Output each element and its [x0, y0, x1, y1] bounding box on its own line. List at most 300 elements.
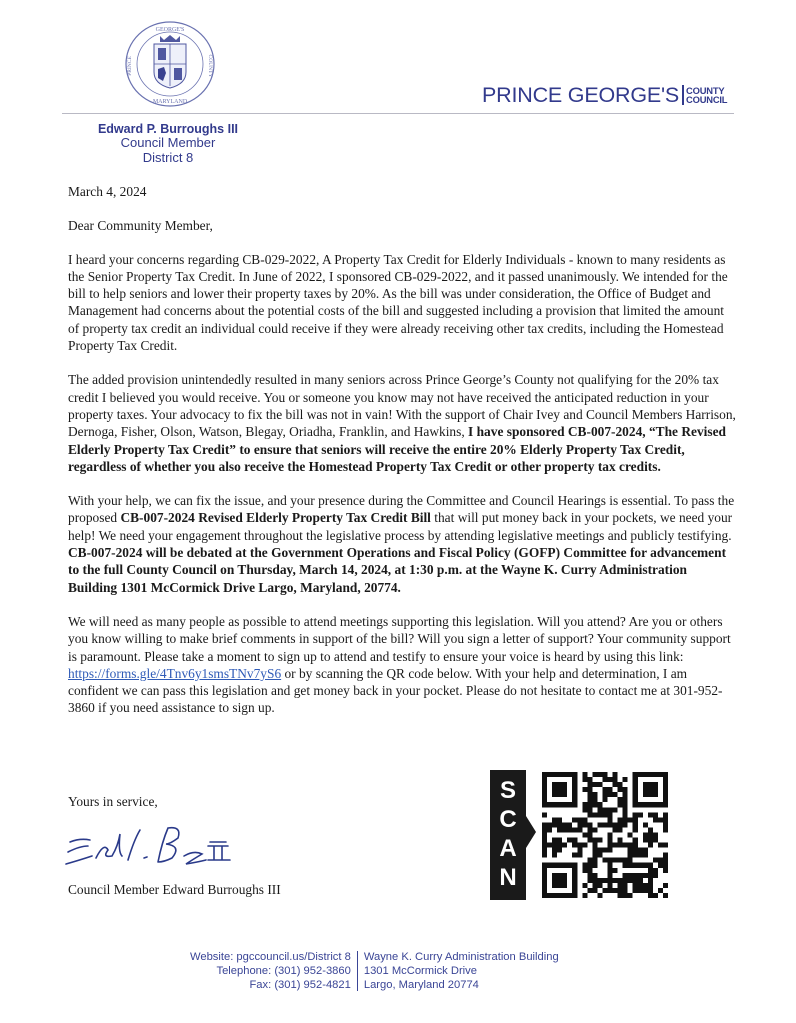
- qr-finder-inner: [552, 782, 567, 797]
- qr-module: [602, 858, 607, 863]
- qr-module: [658, 888, 663, 893]
- qr-module: [572, 838, 577, 843]
- qr-scan-block[interactable]: [490, 770, 680, 900]
- paragraph-3: [68, 492, 738, 596]
- qr-module: [587, 787, 592, 792]
- qr-module: [613, 827, 618, 832]
- qr-module: [582, 893, 587, 898]
- member-block: [58, 122, 278, 165]
- qr-module: [648, 863, 653, 868]
- qr-module: [542, 822, 547, 827]
- qr-module: [613, 868, 618, 873]
- scan-letter: A: [499, 835, 517, 862]
- letter-date: March 4, 2024: [68, 184, 147, 199]
- qr-module: [663, 863, 668, 868]
- qr-module: [633, 817, 638, 822]
- qr-module: [587, 868, 592, 873]
- qr-module: [552, 843, 557, 848]
- qr-module: [623, 888, 628, 893]
- qr-module: [648, 832, 653, 837]
- qr-module: [592, 792, 597, 797]
- qr-module: [587, 812, 592, 817]
- signer-name: Council Member Edward Burroughs III: [68, 882, 281, 897]
- qr-module: [582, 787, 587, 792]
- qr-module: [663, 893, 668, 898]
- qr-module: [618, 838, 623, 843]
- qr-module: [592, 858, 597, 863]
- qr-module: [623, 873, 628, 878]
- qr-module: [623, 822, 628, 827]
- qr-module: [608, 873, 613, 878]
- qr-module: [613, 807, 618, 812]
- qr-module: [643, 883, 648, 888]
- qr-module: [567, 827, 572, 832]
- qr-module: [608, 848, 613, 853]
- qr-module: [582, 822, 587, 827]
- qr-module: [628, 848, 633, 853]
- qr-finder-inner: [552, 873, 567, 888]
- qr-module: [613, 888, 618, 893]
- scan-letter: S: [499, 777, 516, 804]
- qr-module: [628, 832, 633, 837]
- qr-module: [608, 863, 613, 868]
- qr-module: [613, 772, 618, 777]
- qr-module: [618, 787, 623, 792]
- qr-module: [602, 878, 607, 883]
- qr-module: [592, 802, 597, 807]
- qr-module: [613, 822, 618, 827]
- qr-module: [618, 883, 623, 888]
- qr-module: [643, 848, 648, 853]
- qr-module: [542, 827, 547, 832]
- qr-module: [552, 853, 557, 858]
- qr-module: [623, 802, 628, 807]
- qr-module: [608, 832, 613, 837]
- qr-module: [552, 848, 557, 853]
- seal-text-top: GEORGE'S: [155, 27, 185, 33]
- qr-module: [633, 863, 638, 868]
- qr-module: [552, 822, 557, 827]
- qr-module: [577, 817, 582, 822]
- qr-module: [638, 853, 643, 858]
- paragraph-3-bold-a: CB-007-2024 Revised Elderly Property Tax Credit Bill: [120, 510, 431, 526]
- letter-body: [68, 183, 738, 734]
- qr-module: [663, 868, 668, 873]
- qr-module: [547, 822, 552, 827]
- letter-salutation: Dear Community Member,: [68, 218, 213, 234]
- qr-module: [613, 843, 618, 848]
- brand-sub-county: COUNTY: [686, 85, 725, 96]
- qr-module: [542, 843, 547, 848]
- qr-module: [597, 838, 602, 843]
- qr-module: [557, 843, 562, 848]
- qr-module: [628, 878, 633, 883]
- qr-module: [633, 838, 638, 843]
- qr-module: [542, 812, 547, 817]
- qr-module: [572, 853, 577, 858]
- qr-module: [653, 893, 658, 898]
- qr-module: [597, 802, 602, 807]
- qr-module: [597, 878, 602, 883]
- qr-module: [582, 817, 587, 822]
- qr-module: [592, 772, 597, 777]
- paragraph-3-text-b: that will put money back in your pockets, we need your help! We need your engagement throughout the legislative process by attending legislative meetings and publicly testifying.: [68, 510, 733, 543]
- qr-module: [582, 868, 587, 873]
- qr-module: [587, 838, 592, 843]
- qr-module: [602, 812, 607, 817]
- qr-module: [608, 878, 613, 883]
- qr-module: [577, 827, 582, 832]
- qr-module: [618, 802, 623, 807]
- qr-module: [592, 843, 597, 848]
- qr-module: [592, 853, 597, 858]
- qr-module: [643, 853, 648, 858]
- qr-module: [542, 832, 547, 837]
- scan-letter: N: [499, 864, 517, 891]
- seal-text-right: COUNTY: [207, 54, 213, 78]
- qr-module: [592, 883, 597, 888]
- qr-module: [663, 817, 668, 822]
- member-title: Council Member: [120, 135, 216, 150]
- qr-module: [618, 878, 623, 883]
- qr-module: [648, 873, 653, 878]
- qr-module: [648, 868, 653, 873]
- qr-module: [547, 843, 552, 848]
- qr-module: [552, 817, 557, 822]
- qr-module: [663, 858, 668, 863]
- qr-module: [557, 827, 562, 832]
- qr-module: [587, 878, 592, 883]
- paragraph-2: [68, 371, 738, 475]
- qr-module: [552, 838, 557, 843]
- qr-module: [587, 807, 592, 812]
- qr-module: [592, 863, 597, 868]
- qr-module: [638, 883, 643, 888]
- qr-module: [608, 822, 613, 827]
- qr-module: [643, 822, 648, 827]
- handwritten-signature: [58, 822, 268, 872]
- qr-module: [613, 782, 618, 787]
- paragraph-4-text-b: or by scanning the QR code below. With your help and determination, I am confident we can pass this legislation and get money back in your pocket. Please do not hesitate to contact me at 301-952-3860 if you need assistance to sign up.: [68, 665, 723, 716]
- qr-module: [587, 858, 592, 863]
- qr-module: [608, 777, 613, 782]
- qr-module: [623, 893, 628, 898]
- qr-module: [653, 832, 658, 837]
- qr-module: [582, 777, 587, 782]
- qr-module: [608, 807, 613, 812]
- qr-module: [592, 848, 597, 853]
- qr-module: [587, 802, 592, 807]
- qr-module: [597, 782, 602, 787]
- qr-module: [663, 883, 668, 888]
- qr-module: [618, 888, 623, 893]
- qr-module: [633, 878, 638, 883]
- qr-module: [602, 822, 607, 827]
- qr-module: [623, 812, 628, 817]
- paragraph-3-bold-b: CB-007-2024 will be debated at the Government Operations and Fiscal Policy (GOFP) Committee for advancement to the full County Council on Thursday, March 14, 2024, at 1:30 p.m. at the Wayne K. Curry Administration Building 1301 McCormick Drive Largo, Maryland, 20774.: [68, 545, 727, 595]
- qr-module: [608, 858, 613, 863]
- qr-module: [542, 853, 547, 858]
- qr-module: [592, 888, 597, 893]
- qr-module: [628, 853, 633, 858]
- qr-module: [648, 893, 653, 898]
- qr-module: [648, 888, 653, 893]
- qr-module: [602, 888, 607, 893]
- qr-module: [587, 797, 592, 802]
- qr-module: [562, 822, 567, 827]
- qr-module: [582, 807, 587, 812]
- qr-module: [638, 873, 643, 878]
- qr-module: [592, 797, 597, 802]
- qr-module: [562, 843, 567, 848]
- qr-module: [623, 777, 628, 782]
- qr-module: [618, 827, 623, 832]
- qr-module: [623, 792, 628, 797]
- brand-sub-council: COUNCIL: [686, 94, 728, 105]
- qr-module: [597, 853, 602, 858]
- qr-module: [613, 878, 618, 883]
- qr-module: [618, 817, 623, 822]
- qr-module: [592, 878, 597, 883]
- qr-module: [602, 772, 607, 777]
- qr-module: [653, 838, 658, 843]
- qr-module: [653, 812, 658, 817]
- scan-letter: C: [499, 806, 517, 833]
- qr-module: [618, 858, 623, 863]
- qr-module: [633, 853, 638, 858]
- qr-module: [663, 827, 668, 832]
- qr-module: [608, 883, 613, 888]
- footer-website: Website: pgccouncil.us/District 8: [190, 951, 351, 963]
- footer-contact: [190, 950, 559, 992]
- footer-address-1: Wayne K. Curry Administration Building: [363, 951, 559, 963]
- qr-module: [582, 772, 587, 777]
- qr-module: [653, 873, 658, 878]
- qr-module: [582, 843, 587, 848]
- qr-module: [633, 812, 638, 817]
- qr-module: [623, 807, 628, 812]
- qr-module: [618, 843, 623, 848]
- qr-module: [643, 863, 648, 868]
- footer-telephone: Telephone: (301) 952-3860: [216, 965, 351, 977]
- paragraph-2-bold: I have sponsored CB-007-2024, “The Revised Elderly Property Tax Credit” to ensure that seniors will receive the entire 20% Elderly Property Tax Credit, regardless of whether you also receive the Homestead Property Tax Credit or other property tax credits.: [68, 424, 726, 474]
- qr-module: [628, 843, 633, 848]
- qr-module: [567, 838, 572, 843]
- qr-module: [643, 832, 648, 837]
- qr-module: [582, 802, 587, 807]
- qr-module: [602, 848, 607, 853]
- qr-module: [597, 807, 602, 812]
- qr-module: [557, 838, 562, 843]
- qr-module: [663, 812, 668, 817]
- scan-label: [490, 776, 526, 892]
- qr-module: [608, 843, 613, 848]
- member-name: Edward P. Burroughs III: [97, 122, 239, 136]
- qr-module: [587, 827, 592, 832]
- qr-module: [638, 888, 643, 893]
- qr-module: [597, 772, 602, 777]
- qr-module: [618, 797, 623, 802]
- qr-module: [628, 858, 633, 863]
- qr-module: [557, 817, 562, 822]
- qr-module: [587, 873, 592, 878]
- qr-module: [653, 817, 658, 822]
- qr-module: [618, 782, 623, 787]
- qr-module: [638, 812, 643, 817]
- qr-module: [577, 848, 582, 853]
- qr-module: [608, 812, 613, 817]
- qr-module: [542, 838, 547, 843]
- qr-module: [582, 832, 587, 837]
- qr-module: [653, 858, 658, 863]
- qr-module: [577, 853, 582, 858]
- qr-module: [638, 863, 643, 868]
- paragraph-4-text-a: We will need as many people as possible to attend meetings supporting this legislation. Will you attend? Are you or others you know willing to make brief comments in support of the bill? Will you sign a letter of support? Your community support is paramount. Please take a moment to sign up to attend and testify to ensure your voice is heard by using this link:: [68, 613, 731, 664]
- qr-module: [628, 863, 633, 868]
- qr-module: [663, 822, 668, 827]
- qr-module: [602, 807, 607, 812]
- qr-module: [608, 868, 613, 873]
- qr-module: [608, 817, 613, 822]
- qr-module: [572, 843, 577, 848]
- qr-module: [592, 827, 597, 832]
- qr-module: [602, 792, 607, 797]
- brand-sub-text: [686, 86, 727, 104]
- qr-module: [643, 888, 648, 893]
- qr-module: [567, 822, 572, 827]
- qr-module: [613, 792, 618, 797]
- qr-module: [592, 873, 597, 878]
- qr-module: [633, 873, 638, 878]
- qr-module: [633, 883, 638, 888]
- qr-module: [572, 827, 577, 832]
- qr-module: [648, 878, 653, 883]
- brand-main-text: PRINCE GEORGE'S: [482, 83, 680, 107]
- seal-text-left: PRINCE: [127, 56, 133, 76]
- qr-module: [648, 883, 653, 888]
- qr-module: [648, 838, 653, 843]
- qr-module: [592, 782, 597, 787]
- qr-module: [628, 873, 633, 878]
- qr-module: [648, 812, 653, 817]
- paragraph-4: [68, 613, 738, 717]
- qr-module: [562, 827, 567, 832]
- qr-module: [658, 858, 663, 863]
- qr-module: [623, 883, 628, 888]
- qr-module: [602, 797, 607, 802]
- footer-address-3: Largo, Maryland 20774: [363, 979, 479, 991]
- qr-module: [623, 878, 628, 883]
- footer-right: [358, 950, 559, 992]
- qr-module: [623, 858, 628, 863]
- qr-module: [608, 888, 613, 893]
- qr-module: [638, 848, 643, 853]
- letter-closing: Yours in service,: [68, 794, 158, 809]
- qr-module: [633, 822, 638, 827]
- qr-module: [663, 843, 668, 848]
- council-brand-logo: [482, 84, 727, 106]
- qr-module: [623, 817, 628, 822]
- qr-module: [587, 782, 592, 787]
- qr-module: [618, 893, 623, 898]
- header-divider: [62, 113, 734, 114]
- qr-code[interactable]: [542, 772, 668, 898]
- qr-module: [577, 843, 582, 848]
- qr-module: [587, 863, 592, 868]
- qr-module: [623, 863, 628, 868]
- qr-module: [633, 827, 638, 832]
- qr-module: [648, 827, 653, 832]
- paragraph-2-text: The added provision unintendedly resulted in many seniors across Prince George’s County not qualifying for the 20% tax credit I believed you would receive. You or someone you know may not have received the anticipated reduction in your property taxes. Your advocacy to fix the bill was not in vain! With the support of Chair Ivey and Council Members Harrison, Dernoga, Fisher, Olson, Watson, Blegay, Oriadha, Franklin, and Hawkins,: [68, 372, 736, 440]
- qr-module: [557, 848, 562, 853]
- qr-module: [623, 797, 628, 802]
- paragraph-3-text-a: With your help, we can fix the issue, and your presence during the Committee and Council Hearings is essential. To pass the proposed: [68, 493, 735, 526]
- qr-module: [623, 787, 628, 792]
- qr-module: [628, 817, 633, 822]
- qr-module: [638, 878, 643, 883]
- qr-module: [582, 863, 587, 868]
- qr-module: [602, 777, 607, 782]
- qr-module: [597, 822, 602, 827]
- qr-module: [557, 822, 562, 827]
- qr-module: [587, 792, 592, 797]
- qr-module: [608, 838, 613, 843]
- county-seal-logo: [124, 20, 216, 108]
- qr-module: [587, 888, 592, 893]
- qr-module: [653, 868, 658, 873]
- qr-module: [577, 822, 582, 827]
- paragraph-1: I heard your concerns regarding CB-029-2022, A Property Tax Credit for Elderly Individuals - known to many residents as the Senior Property Tax Credit. In June of 2022, I sponsored CB-029-2022, and it passed unanimously. We intended for the bill to help seniors and lower their property taxes by 20%. As the bill was under consideration, the Office of Budget and Management had concerns about the potential costs of the bill and suggested including a provision that limited the amount of property tax credit an individual could receive if they were already receiving other tax credits, including the Homestead Property Tax Credit.: [68, 251, 728, 354]
- footer-left: [190, 950, 357, 992]
- qr-module: [623, 843, 628, 848]
- qr-module: [633, 843, 638, 848]
- qr-module: [613, 777, 618, 782]
- qr-module: [547, 827, 552, 832]
- qr-module: [643, 838, 648, 843]
- seal-text-bottom: MARYLAND: [152, 99, 188, 105]
- qr-module: [658, 817, 663, 822]
- qr-finder-inner: [643, 782, 658, 797]
- qr-module: [572, 817, 577, 822]
- qr-module: [663, 853, 668, 858]
- qr-module: [608, 792, 613, 797]
- qr-module: [628, 893, 633, 898]
- qr-module: [597, 848, 602, 853]
- qr-module: [633, 848, 638, 853]
- qr-module: [582, 883, 587, 888]
- qr-module: [608, 787, 613, 792]
- qr-module: [633, 888, 638, 893]
- qr-module: [618, 822, 623, 827]
- qr-module: [648, 843, 653, 848]
- qr-module: [597, 812, 602, 817]
- qr-module: [658, 863, 663, 868]
- qr-module: [592, 812, 597, 817]
- qr-module: [587, 822, 592, 827]
- qr-module: [597, 893, 602, 898]
- qr-module: [602, 787, 607, 792]
- qr-module: [658, 843, 663, 848]
- qr-module: [613, 858, 618, 863]
- signup-form-link[interactable]: https://forms.gle/4Tnv6y1smsTNv7yS6: [68, 665, 282, 681]
- qr-module: [643, 873, 648, 878]
- member-district: District 8: [142, 149, 194, 165]
- qr-module: [587, 777, 592, 782]
- qr-module: [542, 848, 547, 853]
- footer-fax: Fax: (301) 952-4821: [249, 979, 351, 991]
- brand-separator: [682, 85, 684, 105]
- footer-address-2: 1301 McCormick Drive: [363, 965, 477, 977]
